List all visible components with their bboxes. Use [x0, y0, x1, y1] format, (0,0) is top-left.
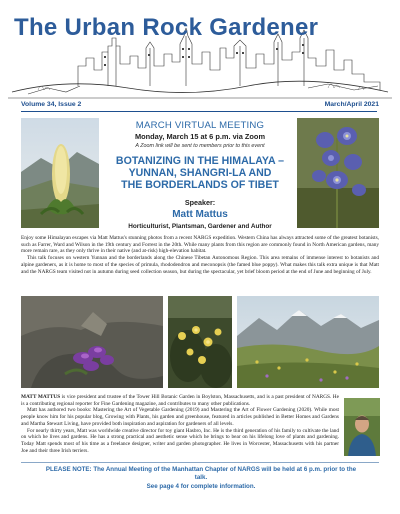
talk-title-line: YUNNAN, SHANGRI-LA AND: [128, 167, 272, 180]
issue-volume: Volume 34, Issue 2: [21, 101, 82, 108]
speaker-label: Speaker:: [184, 198, 216, 207]
notice-line: PLEASE NOTE: The Annual Meeting of the Manhattan Chapter of NARGS will be held at 6 p.m. prior to the talk.: [45, 466, 357, 482]
bio-paragraph: [21, 394, 339, 407]
notice-rule: [21, 462, 379, 463]
talk-title: [98, 155, 302, 192]
photo-yellow-flowers: [168, 296, 232, 388]
bio-paragraph-text: is vice president and trustee of the Tower Hill Botanic Garden in Boylston, Massachusetts, and is a past president of NARGS. He is a contributing regional reporter for Fine Gardening magazine, and contributes to many other publications.: [21, 394, 339, 407]
bio-speaker-name: MATT MATTUS: [21, 394, 61, 400]
photo-yellow-alpine-plant: [21, 118, 99, 228]
notice-line: See page 4 for complete information.: [146, 482, 256, 490]
intro-text: [21, 235, 379, 275]
masthead-title: The Urban Rock Gardener: [14, 14, 319, 41]
speaker-roles: Horticulturist, Plantsman, Gardener and Author: [128, 223, 272, 230]
talk-title-line: BOTANIZING IN THE HIMALAYA –: [115, 155, 285, 167]
speaker-name: Matt Mattus: [172, 209, 228, 220]
annual-meeting-notice: [42, 466, 360, 491]
talk-title-line: THE BORDERLANDS OF TIBET: [121, 179, 279, 192]
meeting-heading: MARCH VIRTUAL MEETING: [135, 120, 265, 131]
photo-mountain-meadow: [237, 296, 379, 388]
header-rule: [21, 111, 377, 112]
bio-paragraph: For nearly thirty years, Matt was worldwide creative director for toy giant Hasbro, Inc. He is the third generation of his family to cultivate the land on which he lives and gardens. He has a strong practical and aesthetic sense which he brings to bear on his lifelong love of plants and gardening. Today Matt spends most of his time as a freelance designer, writer and garden photographer. He lives in Worcester, Massachusetts with his partner Joe and their three Irish terriers.: [21, 427, 339, 454]
intro-paragraph: Enjoy some Himalayan escapes via Matt Mattus's stunning photos from a recent NARGS expedition. Western China has always attracted some of the greatest botanists, such as Farrer, Ward and Wilson in the 19th century and Forrest in the 20th. While many plants from this region are commonly found in North American gardens, many more remain rare, as they only thrive in their native (and at-risk) high-elevation habitat.: [21, 235, 379, 255]
meeting-date: Monday, March 15 at 6 p.m. via Zoom: [134, 132, 266, 141]
meeting-note: A Zoom link will be sent to members prior to this event: [135, 143, 265, 149]
speaker-bio: [21, 394, 339, 454]
intro-paragraph: This talk focuses on western Yunnan and the borderlands along the Chinese Tibetan Autonomous Region. This area remains of immense interest to botanists and alpine gardeners, as it is home to most of the species of primula, rhododendron and meconopsis (the famed blue poppy). What makes this talk extra unique is that Matt and the NARGS team visited not in autumn during seed collection season, but during the spectacular, yet brief bloom period at the end of June and beginning of July.: [21, 255, 379, 275]
photo-blue-flowers: [297, 118, 379, 228]
photo-speaker-portrait: [344, 398, 380, 456]
photo-purple-primula-rocks: [21, 296, 163, 388]
issue-date: March/April 2021: [324, 101, 379, 108]
bio-paragraph: Matt has authored two books: Mastering the Art of Vegetable Gardening (2019) and Mastering the Art of Flower Gardening (2020). While most people know him for his popular blog, Growing with Plants, his garden and greenhouse, featured in articles published in Better Homes and Gardens and Martha Stewart Living, have provided both inspiration and aspiration for gardeners of all levels.: [21, 407, 339, 427]
